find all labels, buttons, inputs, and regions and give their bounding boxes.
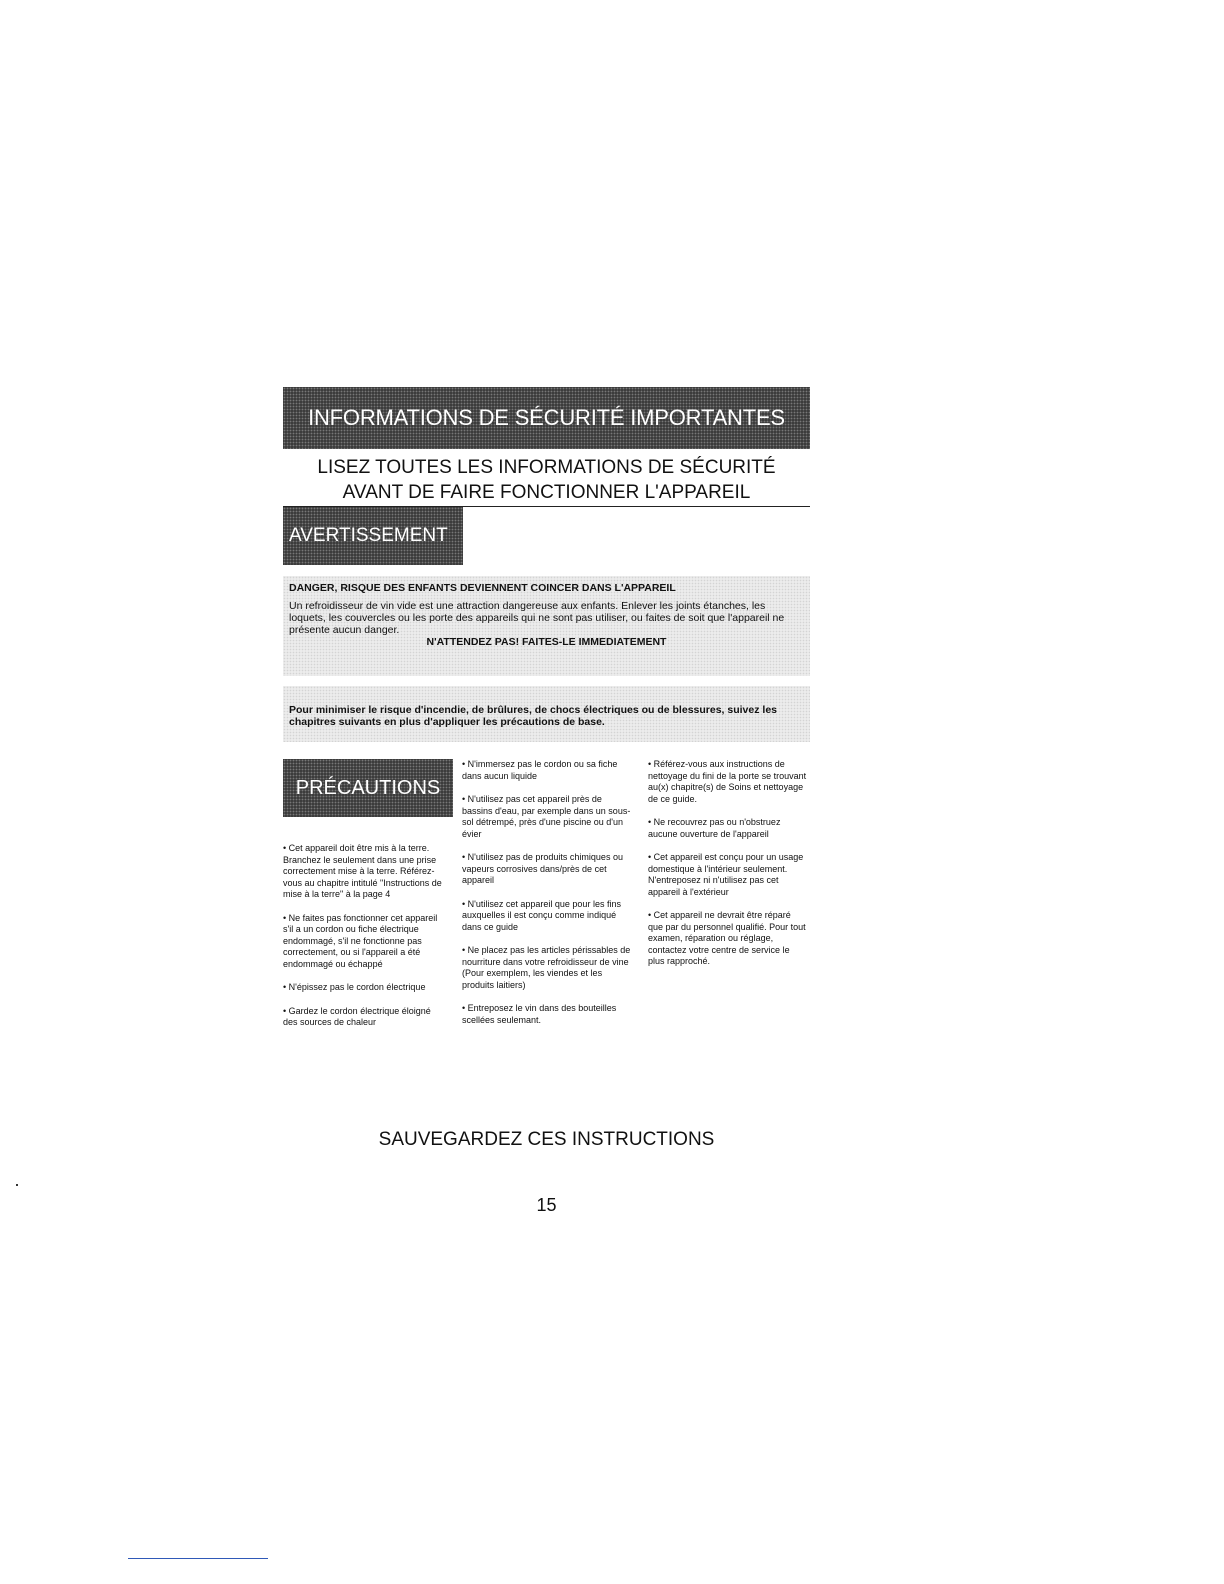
danger-box	[283, 576, 810, 676]
safety-title: INFORMATIONS DE SÉCURITÉ IMPORTANTES	[308, 405, 785, 430]
precaution-item: • N'épissez pas le cordon électrique	[283, 982, 426, 992]
precaution-item: • Cet appareil est conçu pour un usage domestique à l'intérieur seulement. N'entreposez ni n'utilisez pas cet appareil à l'extérieur	[648, 852, 804, 897]
minimize-risk-text: Pour minimiser le risque d'incendie, de brûlures, de chocs électriques ou de blessures, suivez les chapitres suivants en plus d'appliquer les précautions de base.	[289, 704, 777, 728]
precautions-column-3	[648, 759, 808, 980]
precaution-item: • Ne recouvrez pas ou n'obstruez aucune ouverture de l'appareil	[648, 817, 781, 839]
precaution-item: • Cet appareil ne devrait être réparé que par du personnel qualifié. Pour tout examen, réparation ou réglage, contactez votre centre de service le plus rapproché.	[648, 910, 806, 966]
precaution-item: • Cet appareil doit être mis à la terre. Branchez le seulement dans une prise correctement mise à la terre. Référez-vous au chapitre intitulé "Instructions de mise à la terre" à la page 4	[283, 843, 442, 899]
precaution-item: • Référez-vous aux instructions de nettoyage du fini de la porte se trouvant au(x) chapitre(s) de Soins et nettoyage de ce guide.	[648, 759, 807, 804]
precaution-item: • Gardez le cordon électrique éloigné des sources de chaleur	[283, 1005, 431, 1027]
minimize-risk-box	[283, 686, 810, 742]
footnote-rule	[128, 1558, 268, 1559]
read-all-heading	[283, 455, 810, 505]
safety-title-banner	[283, 387, 810, 449]
precaution-item: • N'utilisez pas de produits chimiques ou vapeurs corrosives dans/près de cet appareil	[462, 852, 623, 885]
stray-mark	[16, 1184, 18, 1186]
precaution-item: • N'utilisez pas cet appareil près de bassins d'eau, par exemple dans un sous-sol détrempé, près d'une piscine ou d'un évier	[462, 794, 631, 839]
precaution-item: • N'utilisez cet appareil que pour les fins auxquelles il est conçu comme indiqué dans ce guide	[462, 898, 621, 932]
danger-title: DANGER, RISQUE DES ENFANTS DEVIENNENT COINCER DANS L'APPAREIL	[289, 582, 676, 594]
precaution-item: • Entreposez le vin dans des bouteilles scellées seulemant.	[462, 1003, 617, 1025]
precautions-column-1	[283, 843, 443, 1041]
danger-action: N'ATTENDEZ PAS! FAITES-LE IMMEDIATEMENT	[426, 636, 667, 648]
precautions-label: PRÉCAUTIONS	[295, 776, 441, 799]
precaution-item: • Ne faites pas fonctionner cet appareil s'il a un cordon ou fiche électrique endommagé, s'il ne fonctionne pas correctement, ou si l'appareil a été endommagé ou échappé	[283, 912, 438, 969]
precautions-column-2	[462, 759, 634, 1038]
page-number: 15	[536, 1195, 557, 1215]
warning-label: AVERTISSEMENT	[289, 525, 448, 546]
save-instructions: SAUVEGARDEZ CES INSTRUCTIONS	[378, 1129, 715, 1150]
precaution-item: • N'immersez pas le cordon ou sa fiche dans aucun liquide	[462, 759, 618, 781]
read-all-line1: LISEZ TOUTES LES INFORMATIONS DE SÉCURITÉ	[317, 457, 776, 478]
warning-banner	[283, 507, 463, 565]
read-all-line2: AVANT DE FAIRE FONCTIONNER L'APPAREIL	[342, 482, 751, 503]
precaution-item: • Ne placez pas les articles périssables de nourriture dans votre refroidisseur de vine (Pour exemplem, les viendes et les produits laitiers)	[462, 945, 631, 990]
precautions-banner	[283, 759, 453, 817]
danger-text: Un refroidisseur de vin vide est une attraction dangereuse aux enfants. Enlever les joints étanches, les loquets, les couvercles ou les porte des appareils qui ne sont pas utiliser, ou faites de soit que l'appareil ne présente aucun danger.	[289, 600, 785, 636]
